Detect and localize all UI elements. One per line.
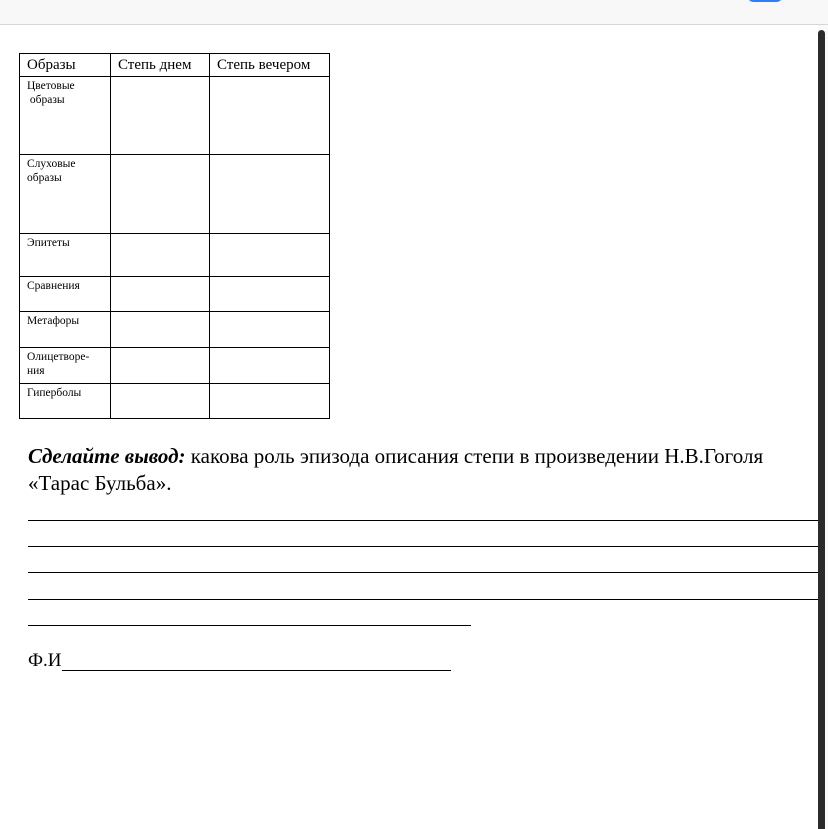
table-row [20,234,330,277]
signature-line[interactable] [62,670,451,671]
conclusion-label: Сделайте вывод: [28,444,186,468]
conclusion-prompt [28,443,818,497]
table-row [20,384,330,419]
answer-line[interactable] [28,599,818,600]
table-row [20,77,330,155]
cell-evening-metaphors[interactable] [210,312,330,348]
row-label-color-images [20,77,111,155]
cell-day-hyperboles[interactable] [111,384,210,419]
cell-evening-epithets[interactable] [210,234,330,277]
cell-evening-comparisons[interactable] [210,277,330,312]
answer-line[interactable] [28,520,818,521]
row-label-line: Слуховые [27,158,76,170]
observation-table [19,53,330,419]
row-label-epithets [20,234,111,277]
cell-day-epithets[interactable] [111,234,210,277]
table-row [20,312,330,348]
scrollbar-thumb[interactable] [818,30,825,829]
row-label-line: Олицетворе- [27,351,90,363]
signature-label: Ф.И [28,650,62,671]
table-row [20,348,330,384]
cell-evening-color[interactable] [210,77,330,155]
conclusion-question: какова роль эпизода описания степи в произведении Н.В.Гоголя [185,444,764,468]
table-row [20,155,330,234]
conclusion-line-2: «Тарас Бульба». [28,471,172,495]
conclusion-line-1 [28,443,818,470]
toolbar-action-button[interactable] [748,0,782,2]
browser-toolbar [0,0,828,25]
cell-day-sound[interactable] [111,155,210,234]
header-steppe-day: Степь днем [111,54,210,77]
cell-day-personifications[interactable] [111,348,210,384]
row-label-line: Эпитеты [27,237,70,249]
header-steppe-evening: Степь вечером [210,54,330,77]
row-label-line: Сравнения [27,280,80,292]
cell-evening-personifications[interactable] [210,348,330,384]
cell-day-comparisons[interactable] [111,277,210,312]
row-label-sound-images [20,155,111,234]
cell-evening-hyperboles[interactable] [210,384,330,419]
table-header-row [20,54,330,77]
cell-day-metaphors[interactable] [111,312,210,348]
row-label-line: образы [27,94,65,106]
row-label-line: Цветовые [27,80,75,92]
row-label-comparisons [20,277,111,312]
answer-line[interactable] [28,546,818,547]
row-label-hyperboles [20,384,111,419]
answer-line[interactable] [28,625,471,626]
header-images: Образы [20,54,111,77]
row-label-line: Гиперболы [27,387,82,399]
row-label-line: образы [27,172,62,184]
row-label-line: ния [27,365,45,377]
row-label-metaphors [20,312,111,348]
answer-line[interactable] [28,572,818,573]
cell-day-color[interactable] [111,77,210,155]
row-label-personifications [20,348,111,384]
row-label-line: Метафоры [27,315,80,327]
cell-evening-sound[interactable] [210,155,330,234]
document-page [0,25,818,829]
table-row [20,277,330,312]
